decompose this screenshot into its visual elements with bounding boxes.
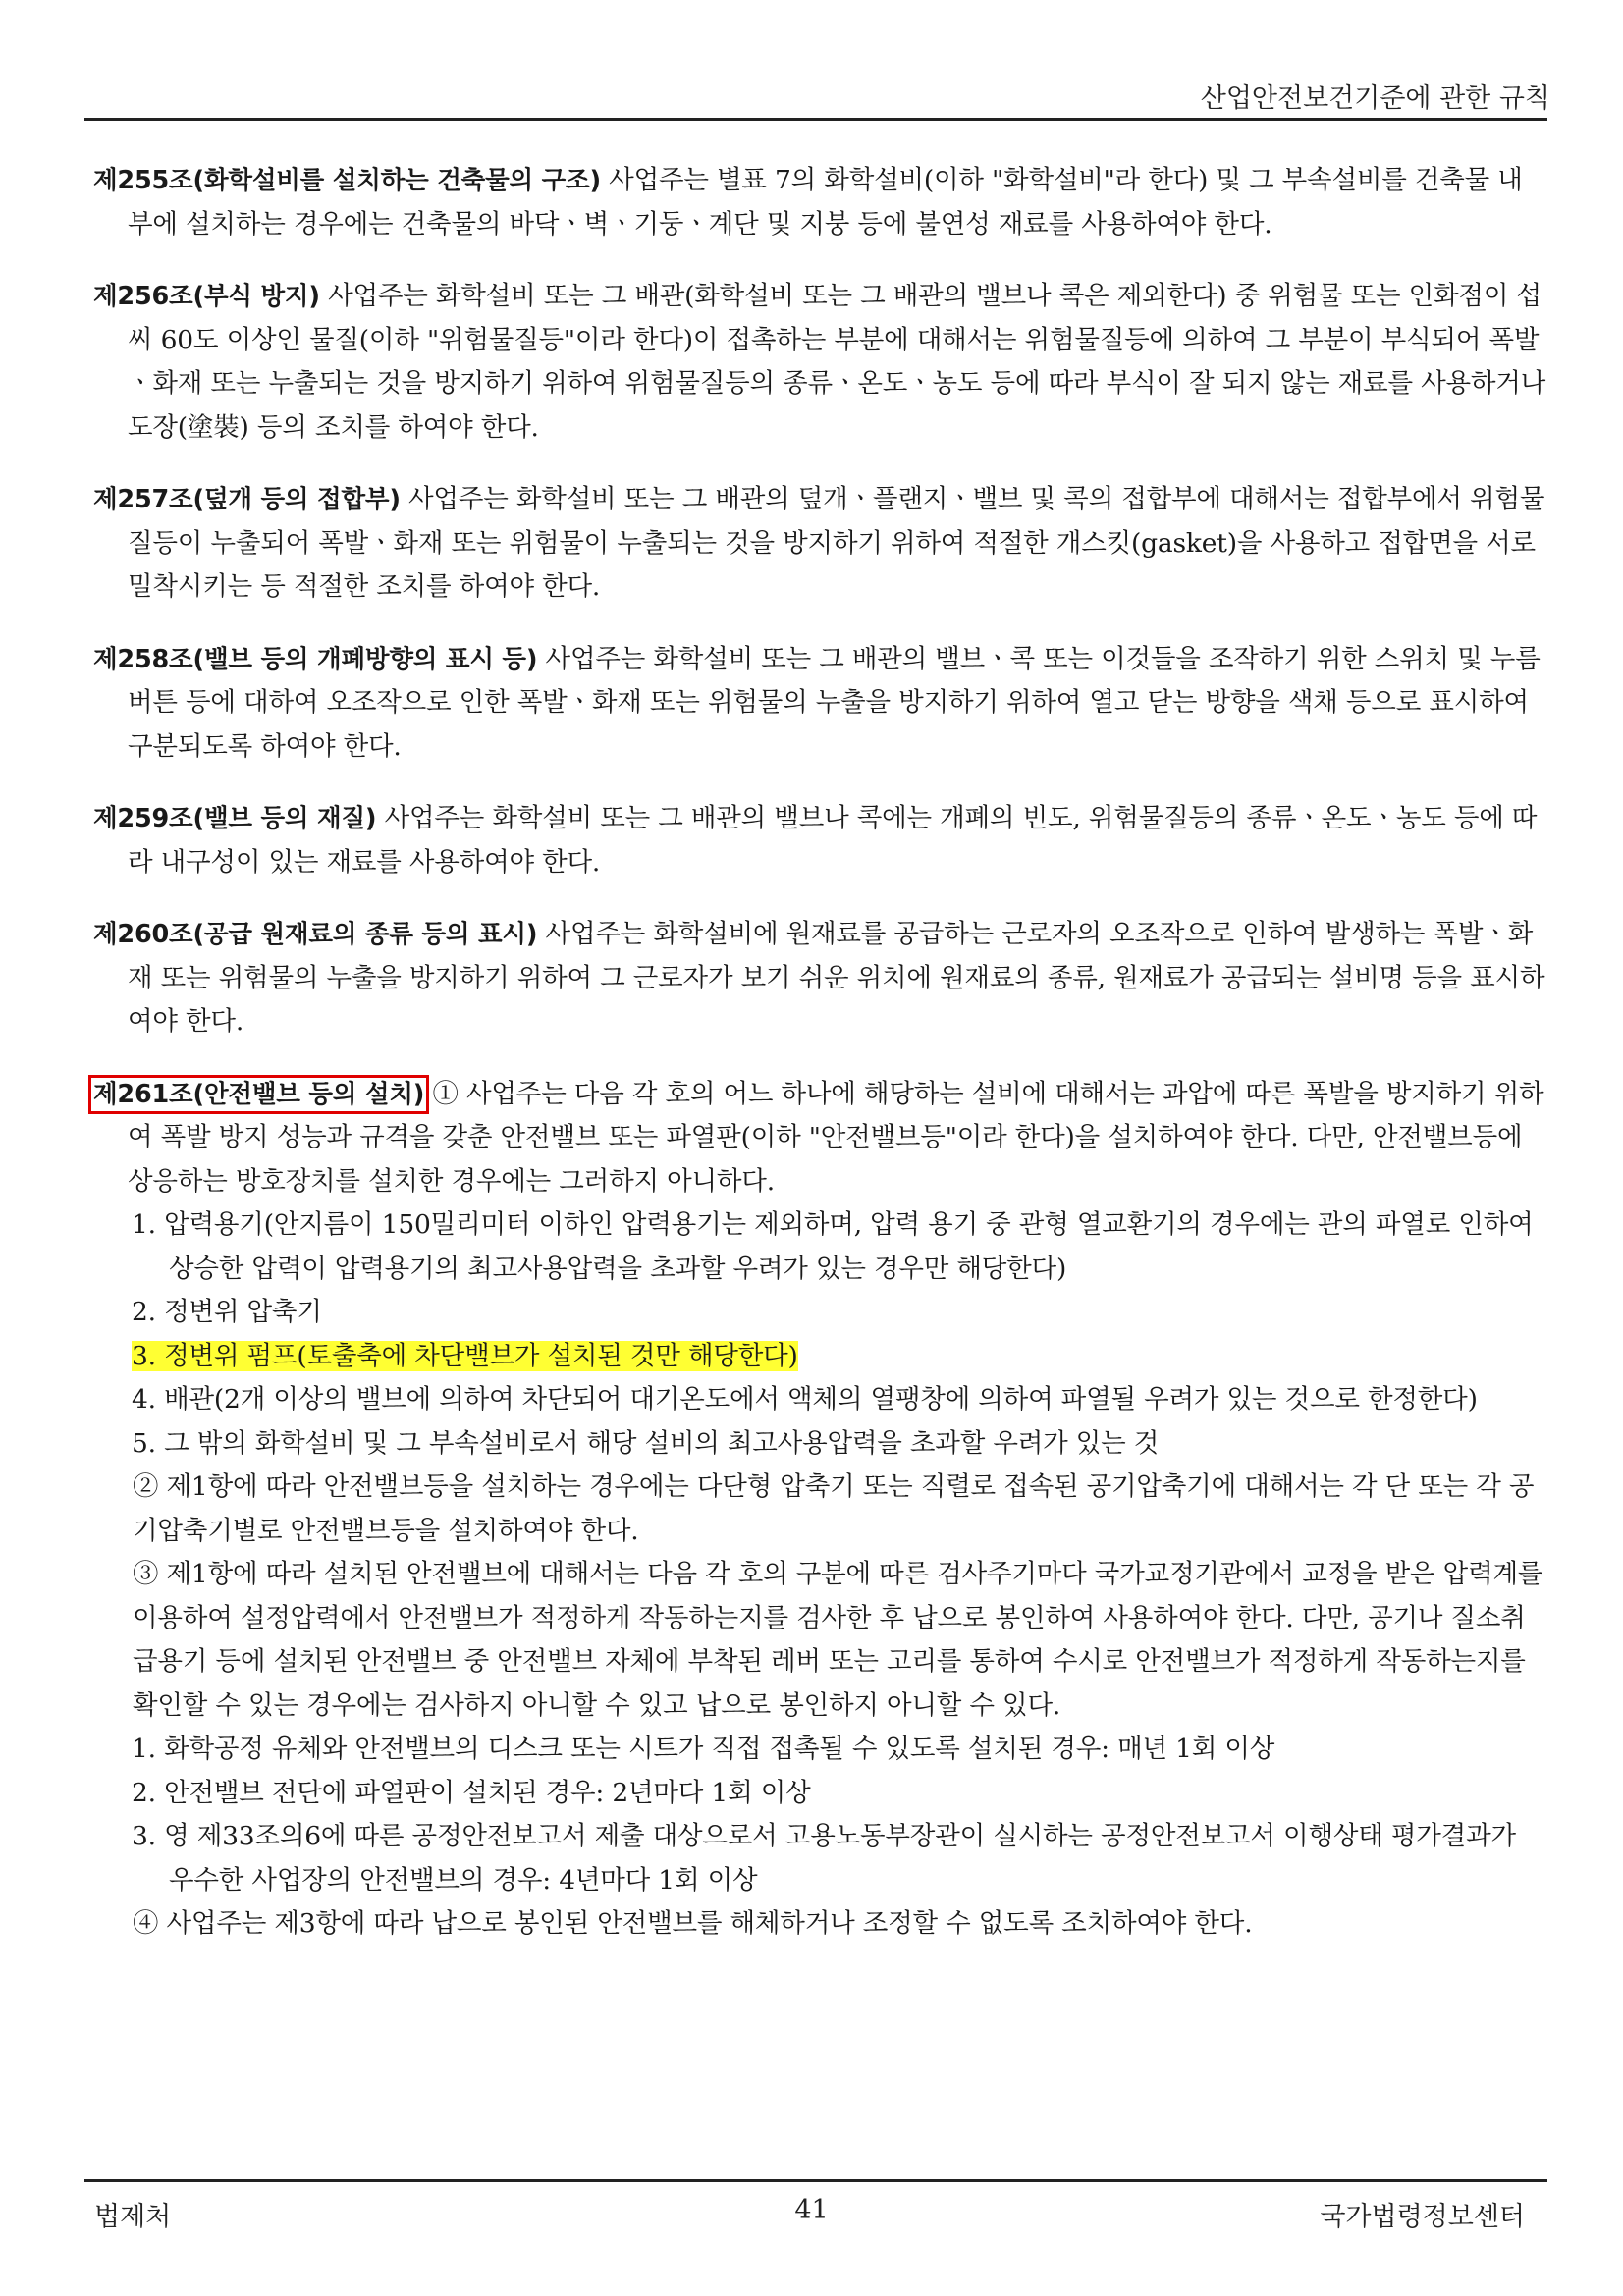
running-header: 산업안전보건기준에 관한 규칙 <box>1200 83 1550 114</box>
article-text: 사업주는 화학설비 또는 그 배관의 밸브ㆍ콕 또는 이것들을 조작하기 위한 스위치 및 누름버튼 등에 대하여 오조작으로 인한 폭발ㆍ화재 또는 위험물의 누출을 방지하기 위하여 열고 닫는 방향을 색채 등으로 표시하여 구분되도록 하여야 한다. <box>128 643 1541 762</box>
article-261 <box>93 1073 1546 1947</box>
article-title-boxed: 제261조(안전밸브 등의 설치) <box>93 1079 425 1109</box>
footer-center-name: 국가법령정보센터 <box>1320 2202 1525 2232</box>
article-text: 사업주는 화학설비에 원재료를 공급하는 근로자의 오조작으로 인하여 발생하는 폭발ㆍ화재 또는 위험물의 누출을 방지하기 위하여 그 근로자가 보기 쉬운 위치에 원재료의 종류, 원재료가 공급되는 설비명 등을 표시하여야 한다. <box>128 919 1545 1037</box>
list-item: 1. 압력용기(안지름이 150밀리미터 이하인 압력용기는 제외하며, 압력 용기 중 관형 열교환기의 경우에는 관의 파열로 인하여 상승한 압력이 압력용기의 최고사용압력을 초과할 우려가 있는 경우만 해당한다) <box>132 1209 1534 1284</box>
header-rule <box>84 118 1547 121</box>
list-item: 5. 그 밖의 화학설비 및 그 부속설비로서 해당 설비의 최고사용압력을 초과할 우려가 있는 것 <box>132 1427 1160 1459</box>
article-258 <box>93 638 1546 770</box>
article-title: 제256조(부식 방지) <box>93 282 320 311</box>
footer-rule <box>84 2179 1547 2182</box>
article-title: 제255조(화학설비를 설치하는 건축물의 구조) <box>93 166 601 195</box>
article-text: 사업주는 화학설비 또는 그 배관의 덮개ㆍ플랜지ㆍ밸브 및 콕의 접합부에 대해서는 접합부에서 위험물질등이 누출되어 폭발ㆍ화재 또는 위험물이 누출되는 것을 방지하기 위하여 적절한 개스킷(gasket)을 사용하고 접합면을 서로 밀착시키는 등 적절한 조치를 하여야 한다. <box>128 484 1545 602</box>
article-text: 사업주는 화학설비 또는 그 배관의 밸브나 콕에는 개폐의 빈도, 위험물질등의 종류ㆍ온도ㆍ농도 등에 따라 내구성이 있는 재료를 사용하여야 한다. <box>128 803 1538 878</box>
article-255 <box>93 159 1546 246</box>
footer-source: 법제처 <box>94 2202 172 2232</box>
article-256 <box>93 275 1546 450</box>
paragraph-2: ② 제1항에 따라 안전밸브등을 설치하는 경우에는 다단형 압축기 또는 직렬로 접속된 공기압축기에 대해서는 각 단 또는 각 공기압축기별로 안전밸브등을 설치하여야 한다. <box>133 1471 1535 1546</box>
article-text: ① 사업주는 다음 각 호의 어느 하나에 해당하는 설비에 대해서는 과압에 따른 폭발을 방지하기 위하여 폭발 방지 성능과 규격을 갖춘 안전밸브 또는 파열판(이하 "안전밸브등"이라 한다)을 설치하여야 한다. 다만, 안전밸브등에 상응하는 방호장치를 설치한 경우에는 그러하지 아니하다. <box>128 1078 1544 1197</box>
list-item: 4. 배관(2개 이상의 밸브에 의하여 차단되어 대기온도에서 액체의 열팽창에 의하여 파열될 우려가 있는 것으로 한정한다) <box>132 1384 1478 1415</box>
article-259 <box>93 797 1546 884</box>
list-item: 2. 안전밸브 전단에 파열판이 설치된 경우: 2년마다 1회 이상 <box>132 1777 811 1808</box>
document-body <box>93 159 1546 1975</box>
page-number: 41 <box>794 2195 829 2225</box>
article-title: 제259조(밸브 등의 재질) <box>93 804 377 833</box>
paragraph-4: ④ 사업주는 제3항에 따라 납으로 봉인된 안전밸브를 해체하거나 조정할 수 없도록 조치하여야 한다. <box>133 1908 1253 1939</box>
article-text: 사업주는 별표 7의 화학설비(이하 "화학설비"라 한다) 및 그 부속설비를 건축물 내부에 설치하는 경우에는 건축물의 바닥ㆍ벽ㆍ기둥ㆍ계단 및 지붕 등에 불연성 재료를 사용하여야 한다. <box>128 165 1523 240</box>
article-title: 제258조(밸브 등의 개폐방향의 표시 등) <box>93 644 538 674</box>
list-item: 2. 정변위 압축기 <box>132 1297 322 1327</box>
article-257 <box>93 478 1546 610</box>
article-260 <box>93 913 1546 1044</box>
article-title: 제257조(덮개 등의 접합부) <box>93 485 401 514</box>
list-item: 1. 화학공정 유체와 안전밸브의 디스크 또는 시트가 직접 접촉될 수 있도록 설치된 경우: 매년 1회 이상 <box>132 1734 1275 1764</box>
article-title: 제260조(공급 원재료의 종류 등의 표시) <box>93 920 538 949</box>
highlighted-list-item: 3. 정변위 펌프(토출축에 차단밸브가 설치된 것만 해당한다) <box>132 1340 798 1371</box>
list-item: 3. 영 제33조의6에 따른 공정안전보고서 제출 대상으로서 고용노동부장관이 실시하는 공정안전보고서 이행상태 평가결과가 우수한 사업장의 안전밸브의 경우: 4년마다 1회 이상 <box>132 1821 1516 1896</box>
paragraph-3: ③ 제1항에 따라 설치된 안전밸브에 대해서는 다음 각 호의 구분에 따른 검사주기마다 국가교정기관에서 교정을 받은 압력계를 이용하여 설정압력에서 안전밸브가 적정하게 작동하는지를 검사한 후 납으로 봉인하여 사용하여야 한다. 다만, 공기나 질소취급용기 등에 설치된 안전밸브 중 안전밸브 자체에 부착된 레버 또는 고리를 통하여 수시로 안전밸브가 적정하게 작동하는지를 확인할 수 있는 경우에는 검사하지 아니할 수 있고 납으로 봉인하지 아니할 수 있다. <box>133 1559 1543 1721</box>
article-text: 사업주는 화학설비 또는 그 배관(화학설비 또는 그 배관의 밸브나 콕은 제외한다) 중 위험물 또는 인화점이 섭씨 60도 이상인 물질(이하 "위험물질등"이라 한다)이 접촉하는 부분에 대해서는 위험물질등에 의하여 그 부분이 부식되어 폭발ㆍ화재 또는 누출되는 것을 방지하기 위하여 위험물질등의 종류ㆍ온도ㆍ농도 등에 따라 부식이 잘 되지 않는 재료를 사용하거나 도장(塗裝) 등의 조치를 하여야 한다. <box>128 281 1546 443</box>
